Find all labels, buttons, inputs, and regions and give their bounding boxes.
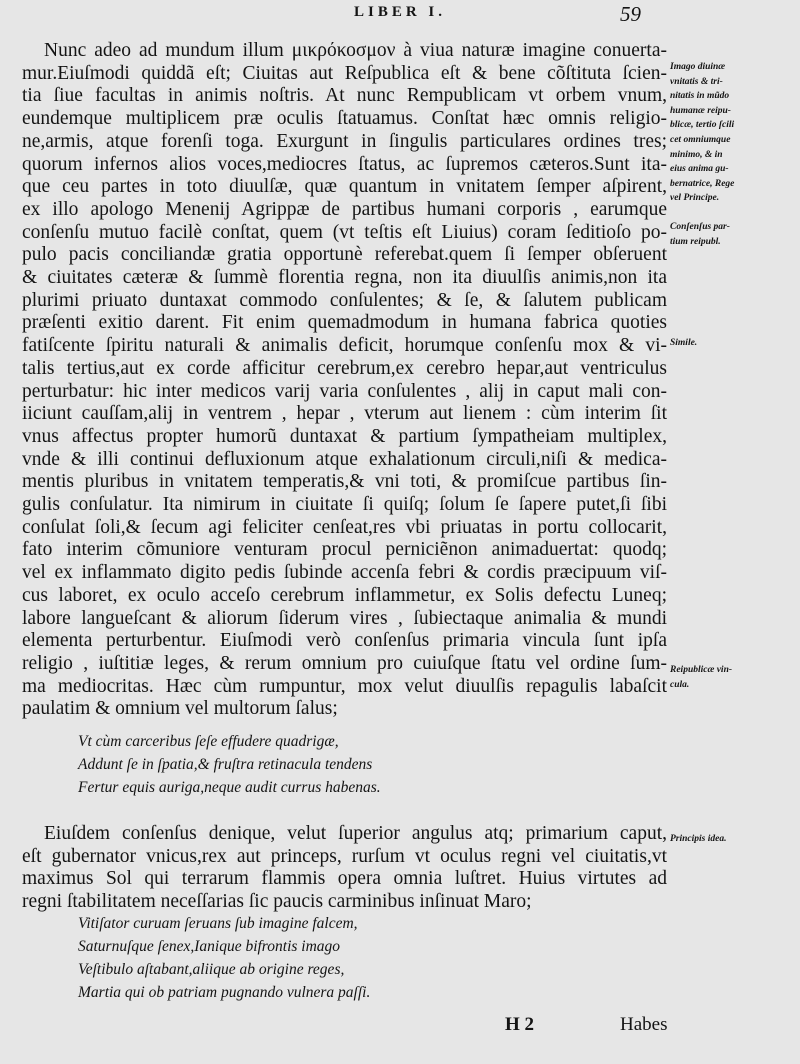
text-line: regni ſtabilitatem neceſſarias ſic paucis carminibus inſinuat Maro; bbox=[22, 891, 532, 913]
verse-quote-1 bbox=[78, 730, 498, 799]
text-line: ex illo apologo Menenij Agrippæ de partibus humani corporis , earumque bbox=[22, 198, 667, 220]
text-line: pulo pacis conciliandæ gratia opportunè referebat.quem ſi ſemper obſeruent bbox=[22, 244, 667, 266]
verse-line: Vitiſator curuam ſeruans ſub imagine falcem, bbox=[78, 915, 358, 932]
text-line: conſulat ſoli,& ſecum agi feliciter cenſeat,res vbi priuatas in portu collocarit, bbox=[22, 516, 667, 538]
page-header bbox=[0, 0, 800, 30]
text-line: Nunc adeo ad mundum illum μικρόκοσμον à viua naturæ imagine conuerta- bbox=[44, 40, 667, 61]
verse-line: Addunt ſe in ſpatia,& fruſtra retinacula tendens bbox=[78, 756, 373, 773]
page-number: 59 bbox=[620, 2, 641, 26]
text-line: talis tertius,aut ex corde afficitur cerebrum,ex cerebro hepar,aut ventriculus bbox=[22, 357, 667, 379]
margin-line: vnitatis & tri- bbox=[670, 76, 723, 87]
text-line: & ciuitates cæteræ & ſummè florentia regna, non ita diuulſis animis,non ita bbox=[22, 267, 667, 289]
text-line: vnus affectus propter humorũ duntaxat & partium ſympatheiam multiplex, bbox=[22, 425, 667, 447]
margin-line: Imago diuinæ bbox=[670, 62, 726, 72]
verse-line: Martia qui ob patriam pugnando vulnera paſſi. bbox=[78, 984, 371, 1001]
text-line: plurimi priuato duntaxat commodo conſulentes; & ſe, & ſalutem publicam bbox=[22, 289, 667, 311]
marginal-note-vincula bbox=[670, 663, 790, 692]
verse-quote-2 bbox=[78, 912, 498, 1004]
text-line: vnde & illi continui defluxionum atque exhalationum circuli,niſi & medica- bbox=[22, 448, 667, 470]
text-line: mur.Eiuſmodi quiddã eſt; Ciuitas aut Reſpublica eſt & bene cõſtituta ſcien- bbox=[22, 62, 667, 84]
text-line: cus laboret, ex oculo acceſo cerebrum inflammetur, ex Solis defectu Luneq; bbox=[22, 584, 667, 606]
text-line: perturbatur: hic inter medicos varij varia conſulentes , alij in caput mali con- bbox=[22, 380, 667, 402]
text-line: mentis pluribus in vnitatem temperatis,& vni toti, & promiſcue partibus ſin- bbox=[22, 471, 667, 493]
verse-line: Veſtibulo aſtabant,aliique ab origine reges, bbox=[78, 961, 345, 978]
text-line: gulis conſulatur. Ita nimirum in ciuitate ſi quiſq; ſolum ſe ſapere putet,ſi ſibi bbox=[22, 494, 667, 516]
margin-line: bernatrice, Rege bbox=[670, 178, 735, 189]
margin-line: nitatis in mũdo bbox=[670, 91, 730, 102]
text-line: religio , iuſtitiæ leges, & rerum omnium pro cuiuſque ſtatu vel ordine ſum- bbox=[22, 652, 667, 674]
text-line: fatiſcente ſpiritu naturali & animalis deficit, horumque conſenſu mox & vi- bbox=[22, 335, 667, 357]
paragraph-1 bbox=[22, 40, 667, 721]
text-line: quorum infernos alios voces,mediocres ſtatus, ac ſupremos cæteros.Sunt ita- bbox=[22, 153, 667, 175]
marginal-note-imago bbox=[670, 60, 790, 206]
text-line: elementa perturbentur. Eiuſmodi verò conſenſus primaria vincula ſunt ipſa bbox=[22, 630, 667, 652]
margin-line: vel Principe. bbox=[670, 193, 720, 204]
verse-line: Vt cùm carceribus ſeſe effudere quadrigæ, bbox=[78, 733, 339, 750]
verse-line: Saturnuſque ſenex,Ianique bifrontis imago bbox=[78, 938, 341, 955]
margin-line: eius anima gu- bbox=[670, 164, 729, 175]
marginal-note-principis bbox=[670, 832, 790, 847]
text-line: vel ex inflammato digito pedis ſubinde accenſa febri & cordis præcipuum viſ- bbox=[22, 562, 667, 584]
margin-line: humanæ reipu- bbox=[670, 105, 731, 116]
text-line: ne,armis, atque forenſi toga. Exurgunt in ſingulis particulares ordines tres; bbox=[22, 130, 667, 152]
margin-line: Reipublicæ vin- bbox=[670, 665, 733, 675]
running-title: LIBER I. bbox=[353, 4, 447, 20]
text-line: eſt gubernator vnicus,rex aut princeps, rurſum vt oculus regni vel ciuitatis,vt bbox=[22, 845, 667, 867]
text-line: fato interim cõmuniore venturam procul perniciẽnon animaduertat: quodq; bbox=[22, 539, 667, 561]
text-line: que ceu partes in toto diuulſæ, quæ quantum in vnitatem ſemper aſpirent, bbox=[22, 176, 667, 198]
margin-line: minimo, & in bbox=[670, 149, 723, 160]
text-line: labore langueſcant & aliorum ſiderum vires , ſubiectaque animalia & mundi bbox=[22, 607, 667, 629]
text-line: ma mediocritas. Hæc cùm rumpuntur, mox velut diuulſis repagulis labaſcit bbox=[22, 675, 667, 697]
text-line: conſenſu mutuo facilè conſtat, quem (vt teſtis eſt Liuius) coram ſeditioſo po- bbox=[22, 221, 667, 243]
margin-line: Conſenſus par- bbox=[670, 222, 730, 232]
marginal-note-consensus bbox=[670, 220, 790, 249]
margin-line: cula. bbox=[670, 679, 690, 690]
text-line: præſenti exitio darent. Fit enim quemadmodum in humana fabrica quoties bbox=[22, 312, 667, 334]
margin-line: Principis idea. bbox=[670, 834, 727, 844]
catchword: Habes bbox=[620, 1014, 668, 1035]
text-line: iiciunt cauſſam,alij in ventrem , hepar , vterum aut lienem : cùm interim ſit bbox=[22, 403, 667, 425]
text-line: paulatim & omnium vel multorum ſalus; bbox=[22, 698, 338, 720]
text-line: maximus Sol qui terrarum flammis opera omnia luſtret. Huius virtutes ad bbox=[22, 868, 667, 890]
text-line: tia ſiue facultas in animis noſtris. At nunc Rempublicam vt orbem vnum, bbox=[22, 85, 667, 107]
text-line: Eiuſdem conſenſus denique, velut ſuperior angulus atq; primarium caput, bbox=[44, 823, 667, 844]
text-line: eundemque multiplicem præ oculis ſtatuamus. Conſtat hæc omnis religio- bbox=[22, 108, 667, 130]
verse-line: Fertur equis auriga,neque audit currus habenas. bbox=[78, 779, 381, 796]
margin-line: cet omniumque bbox=[670, 134, 731, 145]
margin-line: Simile. bbox=[670, 338, 698, 348]
marginal-note-simile bbox=[670, 336, 790, 351]
paragraph-2 bbox=[22, 823, 667, 914]
margin-line: blicæ, tertio ſcili bbox=[670, 120, 735, 131]
signature-mark: H 2 bbox=[505, 1014, 535, 1035]
margin-line: tium reipubl. bbox=[670, 236, 721, 247]
